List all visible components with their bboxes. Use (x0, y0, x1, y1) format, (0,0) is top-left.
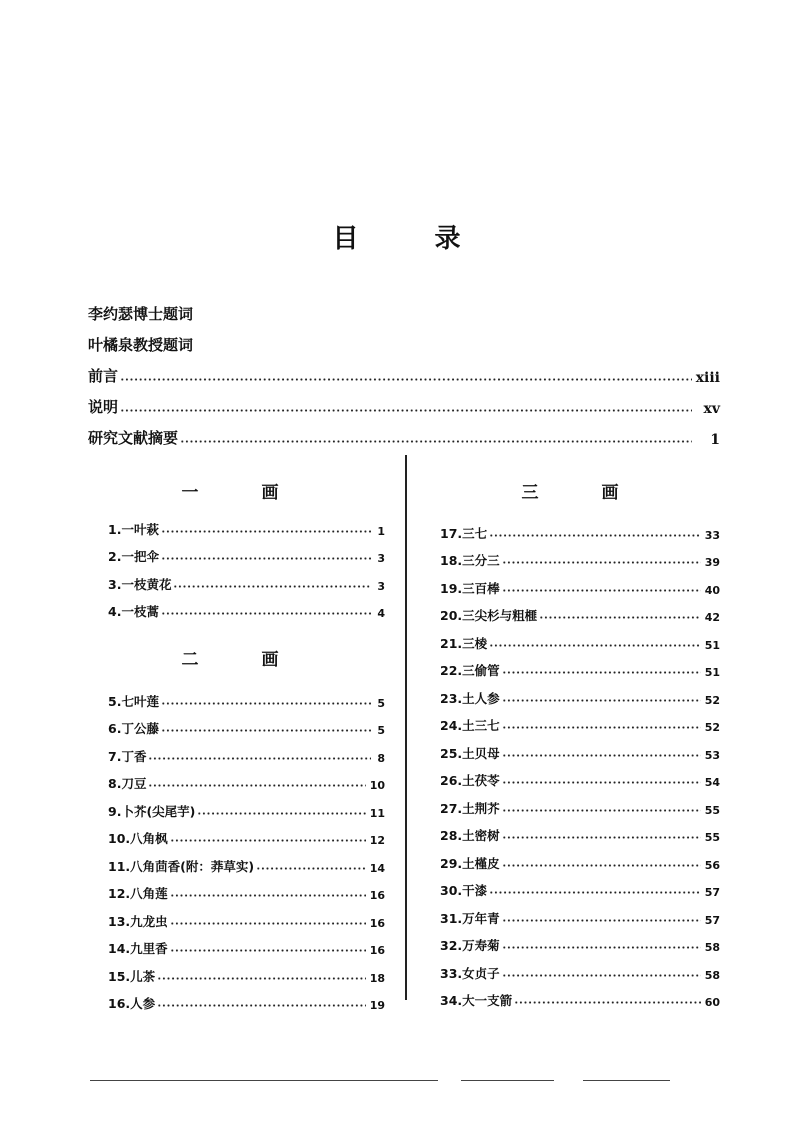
entry-label: 7.丁香 (108, 748, 147, 764)
dot-leader (502, 671, 701, 674)
entry-label: 30.干漆 (440, 883, 488, 898)
toc-entry[interactable] (88, 324, 720, 355)
entry-label: 23.土人参 (440, 690, 500, 706)
toc-entry[interactable] (440, 817, 720, 845)
column-divider (405, 455, 407, 1000)
entry-label: 25.土贝母 (440, 745, 500, 761)
entry-page: 18 (369, 971, 385, 985)
toc-entry[interactable] (108, 820, 385, 848)
entry-page: 3 (377, 552, 385, 565)
dot-leader (502, 864, 701, 867)
entry-label: 18.三分三 (440, 553, 500, 568)
dot-leader (502, 699, 701, 702)
toc-entry[interactable] (88, 355, 720, 386)
entry-page: 56 (704, 858, 720, 872)
dot-leader (197, 812, 365, 815)
heading-char: 二 (181, 650, 199, 670)
entry-label: 20.三尖杉与粗榧 (440, 608, 538, 623)
dot-leader (157, 1004, 366, 1007)
heading-char: 三 (521, 483, 539, 503)
toc-entry[interactable] (440, 597, 720, 625)
entry-label: 27.土荆芥 (440, 800, 500, 816)
entry-label: 12.八角莲 (108, 886, 168, 901)
bottom-rule (90, 1080, 670, 1081)
dot-leader (502, 781, 701, 784)
section-heading-1 (150, 478, 310, 503)
entry-page: 42 (704, 611, 720, 624)
dot-leader (161, 557, 371, 560)
dot-leader (170, 922, 366, 925)
dot-leader (161, 729, 371, 732)
heading-char: 画 (261, 650, 279, 670)
toc-entry[interactable] (440, 762, 720, 790)
entry-page: 10 (369, 779, 385, 792)
dot-leader (502, 946, 701, 949)
entry-label: 21.三棱 (440, 635, 488, 651)
entry-label: 28.土密树 (440, 828, 500, 843)
toc-entry[interactable] (440, 679, 720, 707)
toc-entry[interactable] (108, 847, 385, 875)
entry-label: 34.大一支箭 (440, 993, 513, 1008)
entry-page: 39 (704, 556, 720, 569)
entry-label: 31.万年青 (440, 910, 500, 926)
toc-entry[interactable] (440, 789, 720, 817)
entry-page: 53 (704, 748, 720, 762)
dot-leader (148, 757, 371, 760)
dot-leader (148, 784, 365, 787)
toc-entry[interactable] (108, 875, 385, 903)
toc-entry[interactable] (440, 982, 720, 1010)
entry-label: 8.刀豆 (108, 776, 147, 791)
toc-entry[interactable] (108, 538, 385, 566)
entry-label: 17.三七 (440, 525, 488, 541)
toc-entry[interactable] (88, 386, 720, 417)
dot-leader (256, 867, 366, 870)
entry-page: 60 (704, 996, 720, 1009)
entry-page: 14 (369, 861, 385, 875)
entry-page: 51 (704, 666, 720, 679)
entry-label: 前言 (88, 367, 119, 385)
entry-label: 19.三百棒 (440, 580, 500, 596)
toc-entry[interactable] (108, 682, 385, 710)
dot-leader (120, 378, 692, 381)
toc-entry[interactable] (108, 710, 385, 738)
toc-entry[interactable] (108, 957, 385, 985)
title-char: 录 (434, 224, 461, 254)
section-1-list (108, 510, 385, 620)
toc-entry[interactable] (108, 765, 385, 793)
dot-leader (180, 440, 692, 443)
entry-page: 11 (369, 806, 385, 820)
entry-page: 51 (704, 638, 720, 652)
entry-page: 1 (710, 432, 720, 448)
dot-leader (157, 977, 366, 980)
entry-label: 6.丁公藤 (108, 721, 159, 736)
entry-label: 32.万寿菊 (440, 938, 500, 953)
entry-page: 5 (377, 696, 385, 710)
entry-label: 10.八角枫 (108, 831, 168, 846)
entry-page: 19 (369, 999, 385, 1012)
toc-entry[interactable] (88, 293, 720, 324)
entry-page: 55 (704, 803, 720, 817)
dot-leader (161, 530, 371, 533)
toc-entry[interactable] (108, 902, 385, 930)
toc-entry[interactable] (440, 872, 720, 900)
toc-entry[interactable] (108, 565, 385, 593)
entry-label: 3.一枝黄花 (108, 576, 172, 592)
entry-page: xv (703, 401, 720, 417)
entry-label: 26.土茯苓 (440, 773, 500, 788)
entry-page: 8 (377, 751, 385, 765)
toc-entry[interactable] (108, 593, 385, 621)
toc-entry[interactable] (440, 542, 720, 570)
dot-leader (539, 616, 701, 619)
entry-page: 1 (377, 524, 385, 538)
entry-page: 52 (704, 721, 720, 734)
entry-page: 16 (369, 889, 385, 902)
dot-leader (502, 754, 701, 757)
toc-entry[interactable] (108, 510, 385, 538)
entry-label: 29.土槿皮 (440, 855, 500, 871)
toc-entry[interactable] (108, 985, 385, 1013)
entry-label: 2.一把伞 (108, 549, 159, 564)
entry-label: 研究文献摘要 (88, 429, 179, 447)
dot-leader (120, 409, 692, 412)
entry-page: 58 (704, 968, 720, 982)
toc-entry[interactable] (88, 417, 720, 448)
entry-label: 11.八角茴香(附：莽草实) (108, 858, 255, 874)
dot-leader (161, 612, 371, 615)
heading-char: 画 (261, 483, 279, 503)
toc-entry[interactable] (108, 737, 385, 765)
toc-entry[interactable] (440, 844, 720, 872)
dot-leader (502, 919, 701, 922)
dot-leader (514, 1001, 701, 1004)
entry-page: 33 (704, 528, 720, 542)
entry-label: 16.人参 (108, 996, 156, 1011)
toc-entry[interactable] (440, 652, 720, 680)
entry-label: 9.卜芥(尖尾芋) (108, 803, 196, 819)
entry-label: 13.九龙虫 (108, 913, 168, 929)
entry-page: xiii (695, 370, 720, 386)
dot-leader (502, 726, 701, 729)
entry-label: 22.三偷管 (440, 663, 500, 678)
dot-leader (502, 836, 701, 839)
dot-leader (502, 589, 701, 592)
section-3-list (440, 514, 720, 1009)
dot-leader (489, 644, 701, 647)
entry-page: 3 (377, 579, 385, 593)
toc-entry[interactable] (440, 734, 720, 762)
entry-label: 33.女贞子 (440, 965, 500, 981)
entry-page: 16 (369, 916, 385, 930)
dot-leader (502, 974, 701, 977)
section-heading-2 (150, 645, 310, 670)
entry-label: 李约瑟博士题词 (88, 305, 194, 323)
entry-page: 54 (704, 776, 720, 789)
entry-page: 57 (704, 913, 720, 927)
dot-leader (170, 839, 366, 842)
entry-label: 叶橘泉教授题词 (88, 336, 194, 354)
entry-page: 5 (377, 724, 385, 737)
page-title (0, 218, 793, 255)
dot-leader (502, 809, 701, 812)
toc-entry[interactable] (108, 930, 385, 958)
dot-leader (489, 534, 701, 537)
entry-label: 1.一叶萩 (108, 521, 159, 537)
entry-label: 14.九里香 (108, 941, 168, 956)
entry-label: 24.土三七 (440, 718, 500, 733)
entry-label: 5.七叶莲 (108, 693, 159, 709)
heading-char: 画 (601, 483, 619, 503)
toc-entry[interactable] (440, 707, 720, 735)
toc-entry[interactable] (108, 792, 385, 820)
toc-entry[interactable] (440, 514, 720, 542)
toc-entry[interactable] (440, 569, 720, 597)
toc-entry[interactable] (440, 927, 720, 955)
dot-leader (161, 702, 371, 705)
entry-page: 40 (704, 583, 720, 597)
entry-label: 4.一枝蒿 (108, 604, 159, 619)
dot-leader (502, 561, 701, 564)
section-heading-3 (490, 478, 650, 503)
entry-page: 52 (704, 693, 720, 707)
dot-leader (173, 585, 371, 588)
dot-leader (170, 894, 366, 897)
entry-page: 16 (369, 944, 385, 957)
entry-page: 4 (377, 607, 385, 620)
entry-page: 58 (704, 941, 720, 954)
title-char: 目 (332, 224, 359, 254)
dot-leader (170, 949, 366, 952)
entry-page: 55 (704, 831, 720, 844)
toc-entry[interactable] (440, 954, 720, 982)
entry-page: 57 (704, 886, 720, 899)
toc-entry[interactable] (440, 624, 720, 652)
entry-page: 12 (369, 834, 385, 847)
entry-label: 说明 (88, 398, 119, 416)
dot-leader (489, 891, 701, 894)
heading-char: 一 (181, 483, 199, 503)
section-2-list (108, 682, 385, 1012)
entry-label: 15.儿茶 (108, 968, 156, 984)
toc-entry[interactable] (440, 899, 720, 927)
front-matter-list (88, 293, 720, 448)
